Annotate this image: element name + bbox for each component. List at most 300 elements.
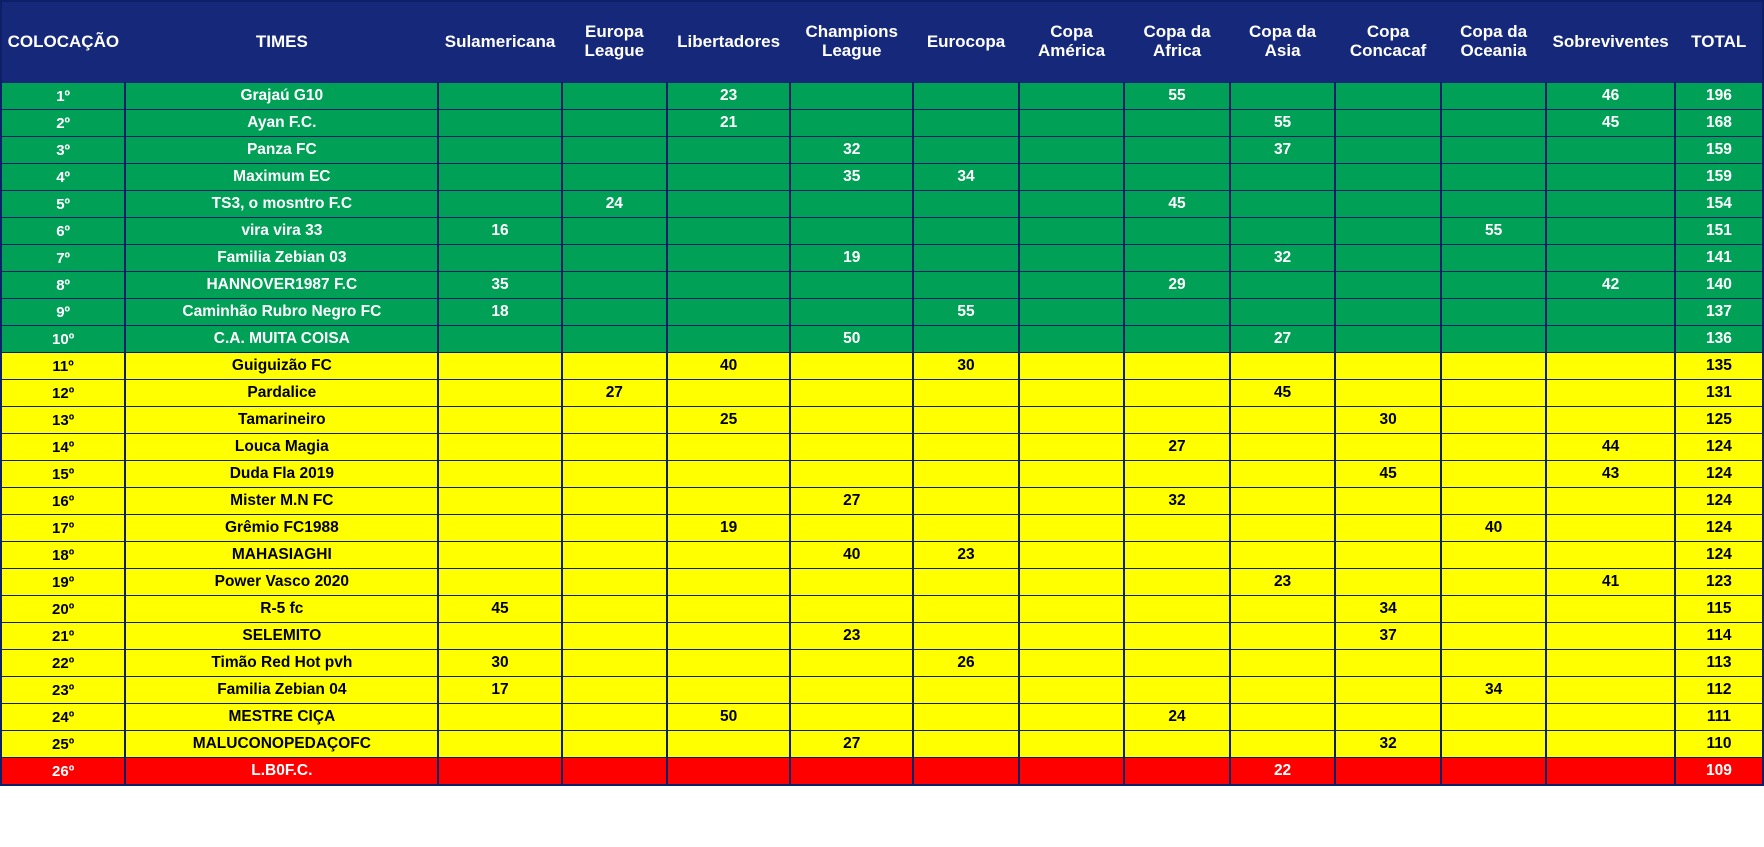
row-position: 5º — [1, 191, 125, 218]
row-score-cell — [1230, 461, 1336, 488]
row-score-cell — [1441, 569, 1547, 596]
row-position: 23º — [1, 677, 125, 704]
column-header-sulamericana: Sulamericana — [438, 1, 561, 83]
row-score-cell — [1335, 569, 1441, 596]
row-total: 140 — [1675, 272, 1763, 299]
row-score-cell — [1335, 758, 1441, 786]
row-score-cell — [562, 407, 668, 434]
row-score-cell — [913, 218, 1019, 245]
row-team-name: Familia Zebian 04 — [125, 677, 438, 704]
row-score-cell — [667, 542, 790, 569]
row-score-cell: 23 — [790, 623, 913, 650]
row-score-cell: 23 — [667, 83, 790, 110]
table-row — [1, 569, 1763, 596]
row-survivors — [1546, 596, 1675, 623]
row-total: 124 — [1675, 488, 1763, 515]
table-row — [1, 218, 1763, 245]
row-position: 12º — [1, 380, 125, 407]
row-position: 10º — [1, 326, 125, 353]
table-row — [1, 596, 1763, 623]
row-survivors: 42 — [1546, 272, 1675, 299]
row-score-cell — [1019, 83, 1125, 110]
row-score-cell — [667, 434, 790, 461]
row-score-cell — [913, 110, 1019, 137]
row-survivors: 44 — [1546, 434, 1675, 461]
row-total: 115 — [1675, 596, 1763, 623]
row-score-cell: 18 — [438, 299, 561, 326]
row-score-cell — [438, 623, 561, 650]
row-score-cell — [1019, 299, 1125, 326]
row-team-name: vira vira 33 — [125, 218, 438, 245]
row-score-cell — [1019, 677, 1125, 704]
header-row — [1, 1, 1763, 83]
column-header-teams: TIMES — [125, 1, 438, 83]
row-score-cell — [1019, 515, 1125, 542]
row-score-cell — [1441, 542, 1547, 569]
row-score-cell — [1124, 407, 1230, 434]
row-score-cell: 34 — [913, 164, 1019, 191]
row-score-cell — [913, 677, 1019, 704]
row-score-cell — [1335, 542, 1441, 569]
row-score-cell: 37 — [1335, 623, 1441, 650]
row-team-name: MALUCONOPEDAÇOFC — [125, 731, 438, 758]
row-score-cell — [1019, 218, 1125, 245]
row-survivors: 43 — [1546, 461, 1675, 488]
row-score-cell: 19 — [790, 245, 913, 272]
row-score-cell — [1019, 704, 1125, 731]
row-score-cell — [1335, 191, 1441, 218]
row-score-cell — [562, 758, 668, 786]
column-header-copa-da-asia: Copa da Asia — [1230, 1, 1336, 83]
row-total: 135 — [1675, 353, 1763, 380]
row-total: 196 — [1675, 83, 1763, 110]
row-survivors — [1546, 164, 1675, 191]
row-score-cell — [667, 245, 790, 272]
row-score-cell — [562, 83, 668, 110]
row-score-cell — [1019, 434, 1125, 461]
row-score-cell — [1441, 299, 1547, 326]
row-team-name: Grêmio FC1988 — [125, 515, 438, 542]
row-score-cell — [1019, 137, 1125, 164]
row-team-name: SELEMITO — [125, 623, 438, 650]
row-score-cell — [1230, 650, 1336, 677]
row-score-cell — [1441, 110, 1547, 137]
row-score-cell — [438, 731, 561, 758]
row-total: 124 — [1675, 542, 1763, 569]
row-score-cell — [1335, 83, 1441, 110]
row-score-cell — [1335, 353, 1441, 380]
row-score-cell — [790, 191, 913, 218]
row-position: 15º — [1, 461, 125, 488]
row-score-cell — [562, 731, 668, 758]
row-total: 113 — [1675, 650, 1763, 677]
row-score-cell — [1335, 488, 1441, 515]
row-score-cell: 27 — [790, 488, 913, 515]
table-row — [1, 407, 1763, 434]
row-score-cell — [1335, 326, 1441, 353]
row-position: 13º — [1, 407, 125, 434]
row-score-cell — [1019, 461, 1125, 488]
row-total: 110 — [1675, 731, 1763, 758]
row-score-cell — [1124, 677, 1230, 704]
row-score-cell — [562, 218, 668, 245]
row-position: 14º — [1, 434, 125, 461]
row-total: 124 — [1675, 461, 1763, 488]
row-survivors — [1546, 245, 1675, 272]
row-position: 6º — [1, 218, 125, 245]
row-score-cell — [562, 569, 668, 596]
row-score-cell — [438, 488, 561, 515]
row-score-cell: 40 — [1441, 515, 1547, 542]
row-score-cell — [1230, 191, 1336, 218]
row-score-cell — [1441, 164, 1547, 191]
row-score-cell: 34 — [1335, 596, 1441, 623]
row-score-cell — [1124, 326, 1230, 353]
row-position: 19º — [1, 569, 125, 596]
column-header-copa-da-oceania: Copa da Oceania — [1441, 1, 1547, 83]
row-total: 123 — [1675, 569, 1763, 596]
table-row — [1, 461, 1763, 488]
row-survivors — [1546, 650, 1675, 677]
row-team-name: Tamarineiro — [125, 407, 438, 434]
row-score-cell — [1335, 515, 1441, 542]
row-score-cell — [790, 110, 913, 137]
row-score-cell — [438, 758, 561, 786]
table-row — [1, 353, 1763, 380]
row-score-cell — [1124, 596, 1230, 623]
row-team-name: Guiguizão FC — [125, 353, 438, 380]
row-score-cell — [1019, 191, 1125, 218]
row-team-name: R-5 fc — [125, 596, 438, 623]
row-score-cell — [1335, 164, 1441, 191]
row-team-name: Timão Red Hot pvh — [125, 650, 438, 677]
row-score-cell — [790, 704, 913, 731]
row-total: 124 — [1675, 434, 1763, 461]
row-score-cell — [667, 137, 790, 164]
row-score-cell — [913, 326, 1019, 353]
row-score-cell — [790, 677, 913, 704]
row-score-cell — [1230, 596, 1336, 623]
row-survivors: 46 — [1546, 83, 1675, 110]
row-total: 111 — [1675, 704, 1763, 731]
row-score-cell — [1441, 488, 1547, 515]
row-total: 154 — [1675, 191, 1763, 218]
row-score-cell — [1019, 650, 1125, 677]
table-row — [1, 677, 1763, 704]
row-score-cell — [913, 434, 1019, 461]
row-survivors — [1546, 191, 1675, 218]
row-total: 141 — [1675, 245, 1763, 272]
row-score-cell — [1019, 542, 1125, 569]
row-total: 159 — [1675, 164, 1763, 191]
table-row — [1, 191, 1763, 218]
row-team-name: C.A. MUITA COISA — [125, 326, 438, 353]
row-team-name: Duda Fla 2019 — [125, 461, 438, 488]
row-score-cell — [438, 137, 561, 164]
table-row — [1, 326, 1763, 353]
table-row — [1, 488, 1763, 515]
row-survivors — [1546, 677, 1675, 704]
column-header-copa-da-africa: Copa da Africa — [1124, 1, 1230, 83]
row-score-cell: 30 — [438, 650, 561, 677]
row-score-cell — [1124, 569, 1230, 596]
row-survivors — [1546, 353, 1675, 380]
row-score-cell — [790, 218, 913, 245]
row-score-cell — [1019, 272, 1125, 299]
row-score-cell: 29 — [1124, 272, 1230, 299]
row-score-cell — [1441, 245, 1547, 272]
row-score-cell: 19 — [667, 515, 790, 542]
row-score-cell — [667, 164, 790, 191]
row-team-name: Power Vasco 2020 — [125, 569, 438, 596]
row-score-cell — [1019, 164, 1125, 191]
row-score-cell — [562, 623, 668, 650]
row-score-cell — [913, 623, 1019, 650]
row-score-cell: 32 — [1124, 488, 1230, 515]
row-position: 16º — [1, 488, 125, 515]
row-score-cell — [562, 461, 668, 488]
row-score-cell — [1441, 137, 1547, 164]
row-score-cell — [438, 434, 561, 461]
row-score-cell: 32 — [790, 137, 913, 164]
row-score-cell — [438, 245, 561, 272]
row-score-cell — [667, 677, 790, 704]
row-position: 22º — [1, 650, 125, 677]
row-score-cell — [790, 758, 913, 786]
row-survivors — [1546, 542, 1675, 569]
row-score-cell — [1124, 218, 1230, 245]
row-score-cell — [562, 299, 668, 326]
row-team-name: Grajaú G10 — [125, 83, 438, 110]
table-header — [1, 1, 1763, 83]
row-score-cell — [667, 380, 790, 407]
row-score-cell — [1019, 245, 1125, 272]
row-score-cell — [438, 407, 561, 434]
row-score-cell — [1335, 380, 1441, 407]
column-header-eurocopa: Eurocopa — [913, 1, 1019, 83]
row-score-cell — [667, 731, 790, 758]
row-score-cell — [1230, 299, 1336, 326]
row-score-cell — [1441, 596, 1547, 623]
row-score-cell — [790, 380, 913, 407]
row-score-cell — [913, 569, 1019, 596]
row-total: 137 — [1675, 299, 1763, 326]
row-score-cell — [1124, 245, 1230, 272]
row-score-cell — [562, 353, 668, 380]
row-score-cell: 27 — [1230, 326, 1336, 353]
table-row — [1, 110, 1763, 137]
row-survivors — [1546, 758, 1675, 786]
row-score-cell — [667, 623, 790, 650]
row-score-cell — [438, 326, 561, 353]
row-score-cell: 45 — [1124, 191, 1230, 218]
row-score-cell — [1230, 272, 1336, 299]
row-score-cell — [1230, 623, 1336, 650]
row-score-cell — [562, 137, 668, 164]
row-score-cell: 21 — [667, 110, 790, 137]
row-score-cell — [1230, 704, 1336, 731]
row-score-cell — [1019, 407, 1125, 434]
row-score-cell — [790, 434, 913, 461]
row-score-cell — [438, 542, 561, 569]
row-score-cell: 24 — [562, 191, 668, 218]
column-header-position: COLOCAÇÃO — [1, 1, 125, 83]
row-score-cell — [1124, 542, 1230, 569]
row-score-cell — [667, 218, 790, 245]
row-position: 25º — [1, 731, 125, 758]
row-score-cell — [1019, 326, 1125, 353]
row-score-cell: 40 — [790, 542, 913, 569]
row-score-cell — [1335, 677, 1441, 704]
table-body — [1, 83, 1763, 786]
row-score-cell — [562, 326, 668, 353]
row-score-cell — [562, 110, 668, 137]
row-score-cell: 45 — [438, 596, 561, 623]
row-position: 9º — [1, 299, 125, 326]
row-score-cell: 22 — [1230, 758, 1336, 786]
row-score-cell — [790, 272, 913, 299]
row-score-cell: 55 — [1124, 83, 1230, 110]
row-total: 109 — [1675, 758, 1763, 786]
row-score-cell — [1230, 83, 1336, 110]
row-score-cell — [913, 515, 1019, 542]
row-score-cell — [562, 164, 668, 191]
row-score-cell — [1441, 407, 1547, 434]
table-row — [1, 299, 1763, 326]
row-score-cell: 23 — [913, 542, 1019, 569]
row-total: 112 — [1675, 677, 1763, 704]
row-score-cell — [1230, 488, 1336, 515]
row-score-cell — [790, 461, 913, 488]
row-score-cell: 30 — [1335, 407, 1441, 434]
row-score-cell: 27 — [790, 731, 913, 758]
row-score-cell — [1019, 380, 1125, 407]
row-survivors — [1546, 515, 1675, 542]
row-score-cell — [438, 110, 561, 137]
row-score-cell — [1019, 758, 1125, 786]
column-header-europa-league: Europa League — [562, 1, 668, 83]
row-score-cell — [438, 704, 561, 731]
row-score-cell — [1335, 110, 1441, 137]
row-total: 168 — [1675, 110, 1763, 137]
row-score-cell — [1019, 623, 1125, 650]
row-survivors — [1546, 218, 1675, 245]
row-score-cell — [1441, 623, 1547, 650]
row-total: 131 — [1675, 380, 1763, 407]
row-position: 26º — [1, 758, 125, 786]
row-score-cell — [790, 407, 913, 434]
row-score-cell — [1019, 569, 1125, 596]
row-score-cell: 35 — [790, 164, 913, 191]
row-survivors: 41 — [1546, 569, 1675, 596]
row-score-cell — [913, 704, 1019, 731]
row-team-name: Pardalice — [125, 380, 438, 407]
row-survivors — [1546, 326, 1675, 353]
row-score-cell — [1124, 380, 1230, 407]
row-score-cell — [1441, 353, 1547, 380]
row-position: 1º — [1, 83, 125, 110]
row-score-cell — [562, 434, 668, 461]
row-score-cell — [1335, 434, 1441, 461]
table-row — [1, 623, 1763, 650]
row-score-cell — [562, 704, 668, 731]
row-score-cell — [913, 488, 1019, 515]
row-score-cell — [790, 299, 913, 326]
row-score-cell — [1124, 461, 1230, 488]
row-score-cell — [1441, 434, 1547, 461]
row-score-cell — [913, 245, 1019, 272]
column-header-champions-league: Champions League — [790, 1, 913, 83]
row-score-cell — [438, 569, 561, 596]
row-score-cell — [913, 407, 1019, 434]
row-score-cell — [1441, 731, 1547, 758]
row-score-cell — [667, 191, 790, 218]
row-total: 114 — [1675, 623, 1763, 650]
row-score-cell — [1441, 272, 1547, 299]
row-score-cell: 55 — [913, 299, 1019, 326]
row-survivors — [1546, 731, 1675, 758]
row-survivors — [1546, 407, 1675, 434]
table-row — [1, 380, 1763, 407]
row-score-cell: 25 — [667, 407, 790, 434]
row-score-cell — [913, 380, 1019, 407]
row-survivors: 45 — [1546, 110, 1675, 137]
row-score-cell — [1124, 353, 1230, 380]
row-score-cell — [1124, 164, 1230, 191]
row-score-cell — [667, 596, 790, 623]
row-score-cell — [1124, 110, 1230, 137]
row-score-cell — [1335, 137, 1441, 164]
row-score-cell — [1230, 434, 1336, 461]
row-score-cell — [1124, 758, 1230, 786]
row-score-cell — [790, 515, 913, 542]
row-team-name: Ayan F.C. — [125, 110, 438, 137]
row-score-cell — [1441, 758, 1547, 786]
row-score-cell — [1441, 191, 1547, 218]
table-row — [1, 272, 1763, 299]
row-total: 136 — [1675, 326, 1763, 353]
row-score-cell — [913, 461, 1019, 488]
row-score-cell — [667, 488, 790, 515]
row-score-cell: 35 — [438, 272, 561, 299]
row-survivors — [1546, 623, 1675, 650]
column-header-libertadores: Libertadores — [667, 1, 790, 83]
row-score-cell: 55 — [1441, 218, 1547, 245]
row-score-cell — [1124, 515, 1230, 542]
row-score-cell — [1124, 623, 1230, 650]
row-team-name: Caminhão Rubro Negro FC — [125, 299, 438, 326]
row-survivors — [1546, 380, 1675, 407]
row-score-cell — [913, 596, 1019, 623]
row-position: 21º — [1, 623, 125, 650]
row-score-cell — [913, 191, 1019, 218]
row-score-cell — [1335, 704, 1441, 731]
row-position: 17º — [1, 515, 125, 542]
row-score-cell: 37 — [1230, 137, 1336, 164]
row-score-cell: 50 — [667, 704, 790, 731]
row-score-cell — [1230, 164, 1336, 191]
row-score-cell: 16 — [438, 218, 561, 245]
row-score-cell — [1124, 299, 1230, 326]
row-score-cell — [913, 758, 1019, 786]
row-score-cell — [1230, 218, 1336, 245]
row-score-cell: 34 — [1441, 677, 1547, 704]
row-score-cell — [1335, 299, 1441, 326]
table-row — [1, 83, 1763, 110]
row-team-name: Mister M.N FC — [125, 488, 438, 515]
row-score-cell: 50 — [790, 326, 913, 353]
row-score-cell — [667, 272, 790, 299]
